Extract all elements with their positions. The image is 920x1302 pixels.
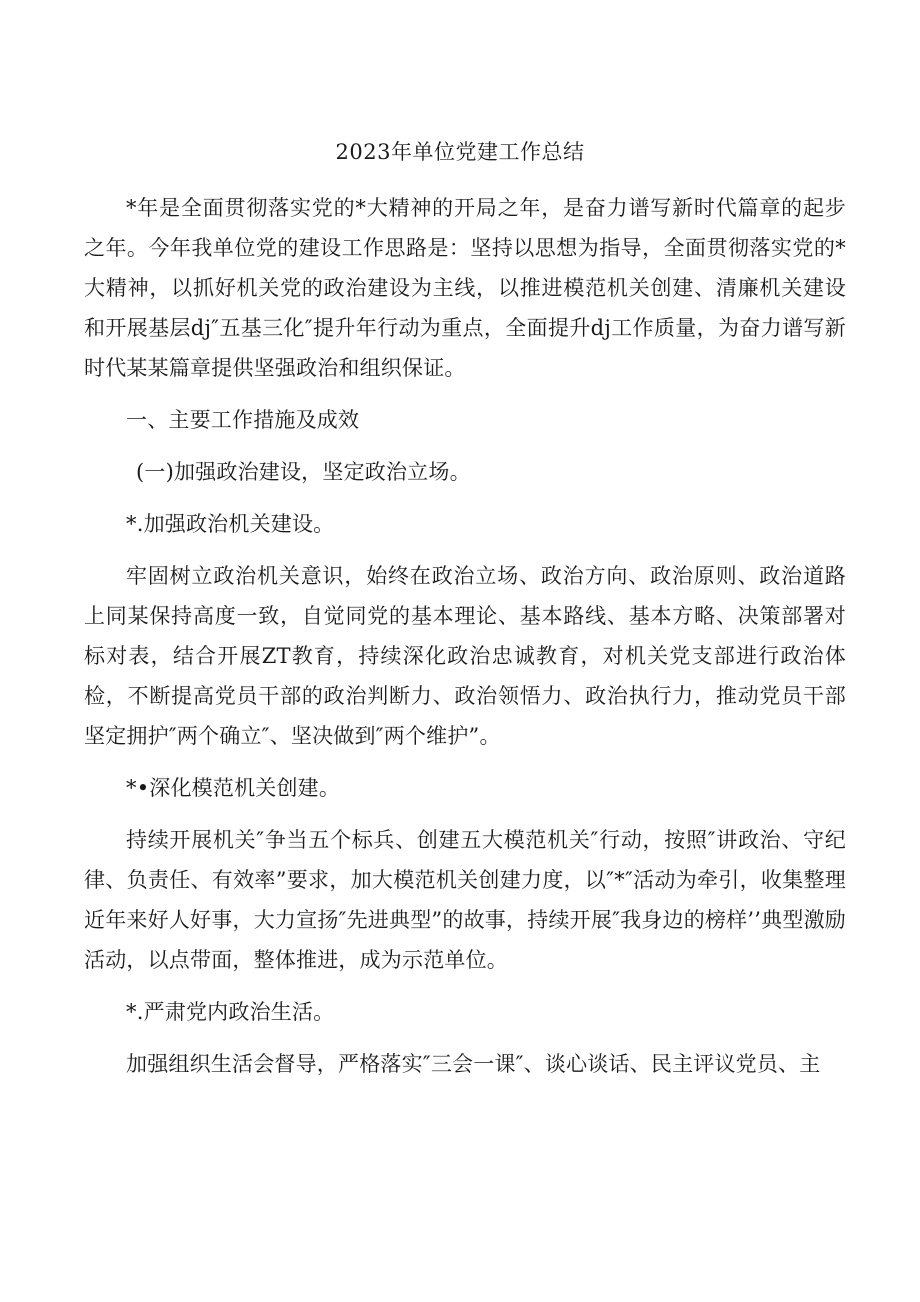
section-heading-1: 一、主要工作措施及成效 xyxy=(126,408,360,432)
item-heading-1: *.加强政治机关建设。 xyxy=(126,512,335,536)
subsection-heading-1: (一)加强政治建设，坚定政治立场。 xyxy=(136,460,471,484)
item-heading-3: *.严肃党内政治生活。 xyxy=(126,1000,335,1024)
document-body xyxy=(84,162,846,1084)
item-heading-2: *•深化模范机关创建。 xyxy=(126,776,341,800)
paragraph-intro: *年是全面贯彻落实党的*大精神的开局之年，是奋力谱写新时代篇章的起步之年。今年我单位党的建设工作思路是：坚持以思想为指导，全面贯彻落实党的*大精神，以抓好机关党的政治建设为主线，以推进模范机关创建、清廉机关建设和开展基层dj″五基三化″提升年行动为重点，全面提升dj工作质量，为奋力谱写新时代某某篇章提供坚强政治和组织保证。 xyxy=(84,196,846,380)
paragraph-model-organ: 持续开展机关″争当五个标兵、创建五大模范机关″行动，按照″讲政治、守纪律、负责任、有效率”要求，加大模范机关创建力度，以″*″活动为牵引，收集整理近年来好人好事，大力宣扬″先进典型”的故事，持续开展″我身边的榜样’’典型激励活动，以点带面，整体推进，成为示范单位。 xyxy=(84,828,846,972)
paragraph-party-life: 加强组织生活会督导，严格落实″三会一课″、谈心谈话、民主评议党员、主 xyxy=(126,1052,821,1076)
document-title: 2023年单位党建工作总结 xyxy=(335,140,585,164)
paragraph-political-organ: 牢固树立政治机关意识，始终在政治立场、政治方向、政治原则、政治道路上同某保持高度一致，自觉同党的基本理论、基本路线、基本方略、决策部署对标对表，结合开展ZT教育，持续深化政治忠诚教育，对机关党支部进行政治体检，不断提高党员干部的政治判断力、政治领悟力、政治执行力，推动党员干部坚定拥护″两个确立″、坚决做到″两个维护”。 xyxy=(84,564,846,748)
